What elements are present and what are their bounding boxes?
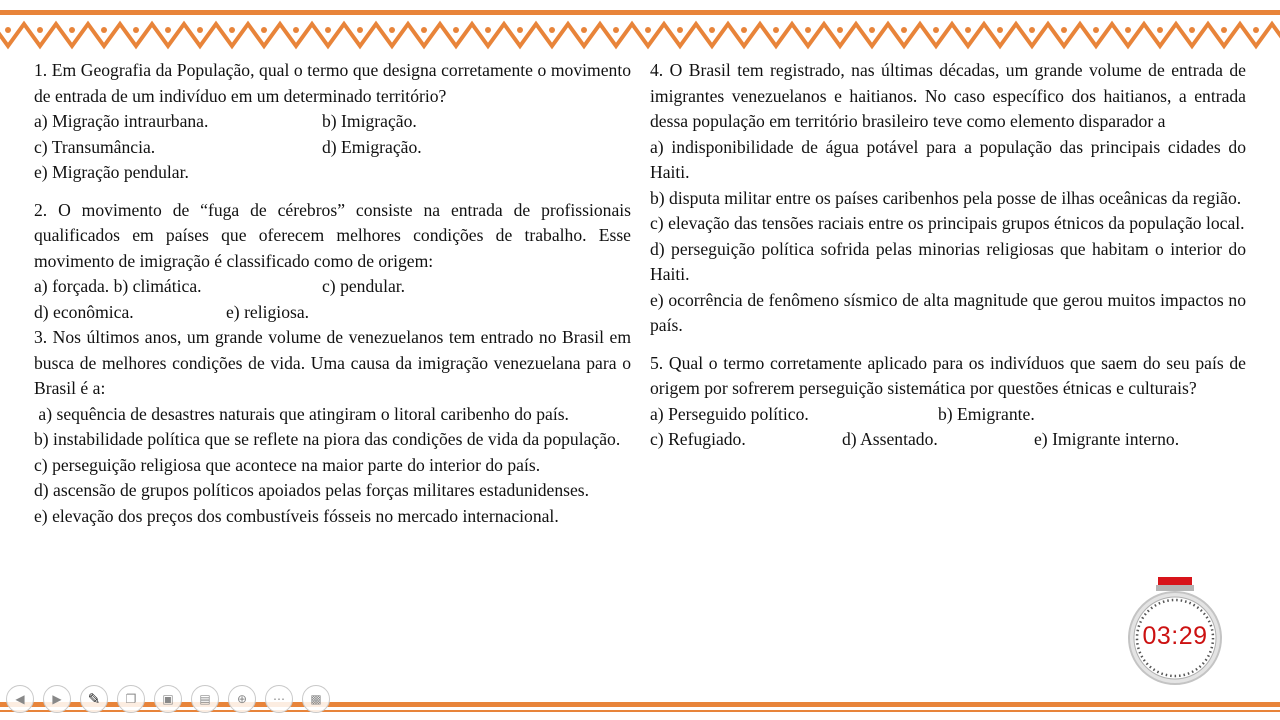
- question-5-options-row-2: [650, 427, 1246, 453]
- q2-option-e[interactable]: e) religiosa.: [226, 301, 310, 322]
- question-1-options-row-1: [34, 109, 631, 135]
- q2-option-c[interactable]: c) pendular.: [322, 276, 406, 296]
- question-2-text: 2. O movimento de “fuga de cérebros” consiste na entrada de profissionais qualificados em países que oferecem melhores condições de trabalho. Esse movimento de imigração é classificado como de origem:: [34, 199, 631, 271]
- arrow-left-icon[interactable]: ◀: [6, 685, 34, 713]
- countdown-timer: [1127, 575, 1223, 685]
- arrow-right-icon[interactable]: ▶: [43, 685, 71, 713]
- q5-option-d[interactable]: d) Assentado.: [842, 429, 938, 449]
- q5-option-b[interactable]: b) Emigrante.: [938, 403, 1035, 424]
- q3-option-c[interactable]: c) perseguição religiosa que acontece na maior parte do interior do país.: [34, 454, 541, 475]
- right-column: [650, 58, 1246, 453]
- question-3-text: 3. Nos últimos anos, um grande volume de venezuelanos tem entrado no Brasil em busca de melhores condições de vida. Uma causa da imigração venezuelana para o Brasil é a:: [34, 327, 631, 398]
- copy-icon[interactable]: ❐: [117, 685, 145, 713]
- q4-option-b[interactable]: b) disputa militar entre os países caribenhos pela posse de ilhas oceânicas da região.: [650, 187, 1242, 208]
- q4-option-c[interactable]: c) elevação das tensões raciais entre os principais grupos étnicos da população local.: [650, 213, 1245, 233]
- q1-option-c[interactable]: c) Transumância.: [34, 136, 156, 157]
- q2-option-a-b[interactable]: a) forçada. b) climática.: [34, 276, 202, 296]
- q4-option-a[interactable]: a) indisponibilidade de água potável para a população das principais cidades do Haiti.: [650, 136, 1246, 182]
- question-4-text: 4. O Brasil tem registrado, nas últimas décadas, um grande volume de entrada de imigrantes venezuelanos e haitianos. No caso específico dos haitianos, a entrada dessa população em território brasileiro teve como elemento disparador a: [650, 60, 1246, 131]
- q1-option-e[interactable]: e) Migração pendular.: [34, 162, 189, 182]
- question-2-options-row-1: [34, 274, 631, 300]
- pen-icon[interactable]: ✎: [80, 685, 108, 713]
- question-1-options-row-2: [34, 135, 631, 161]
- q1-option-a[interactable]: a) Migração intraurbana.: [34, 111, 209, 131]
- presentation-toolbar: [6, 685, 330, 713]
- q1-option-d[interactable]: d) Emigração.: [322, 136, 422, 157]
- question-5-text: 5. Qual o termo corretamente aplicado para os indivíduos que saem do seu país de origem por sofrerem perseguição sistemática por questões étnicas e culturais?: [650, 352, 1246, 398]
- q1-option-b[interactable]: b) Imigração.: [322, 111, 417, 131]
- q5-option-a[interactable]: a) Perseguido político.: [650, 403, 809, 424]
- q3-option-d[interactable]: d) ascensão de grupos políticos apoiados pelas forças militares estadunidenses.: [34, 480, 590, 500]
- slideshow-icon[interactable]: ▣: [154, 685, 182, 713]
- timer-value: 03:29: [1142, 622, 1208, 650]
- more-icon[interactable]: ⋯: [265, 685, 293, 713]
- question-5-options-row-1: [650, 402, 1246, 428]
- q3-option-e[interactable]: e) elevação dos preços dos combustíveis fósseis no mercado internacional.: [34, 505, 559, 526]
- question-2-options-row-2: [34, 300, 631, 326]
- question-1-text: 1. Em Geografia da População, qual o termo que designa corretamente o movimento de entrada de um indivíduo em um determinado território?: [34, 60, 631, 106]
- q5-option-e[interactable]: e) Imigrante interno.: [1034, 429, 1180, 449]
- zoom-icon[interactable]: ⊕: [228, 685, 256, 713]
- q4-option-e[interactable]: e) ocorrência de fenômeno sísmico de alta magnitude que gerou muitos impactos no país.: [650, 289, 1246, 335]
- subtitles-icon[interactable]: ▤: [191, 685, 219, 713]
- left-column: [34, 58, 631, 529]
- decorative-top-border: [0, 0, 1280, 56]
- q3-option-b[interactable]: b) instabilidade política que se reflete na piora das condições de vida da população.: [34, 429, 621, 449]
- screen-icon[interactable]: ▩: [302, 685, 330, 713]
- q2-option-d[interactable]: d) econômica.: [34, 301, 134, 322]
- q5-option-c[interactable]: c) Refugiado.: [650, 429, 746, 449]
- q3-option-a[interactable]: a) sequência de desastres naturais que atingiram o litoral caribenho do país.: [34, 403, 569, 424]
- q4-option-d[interactable]: d) perseguição política sofrida pelas minorias religiosas que habitam o interior do Haiti.: [650, 238, 1246, 284]
